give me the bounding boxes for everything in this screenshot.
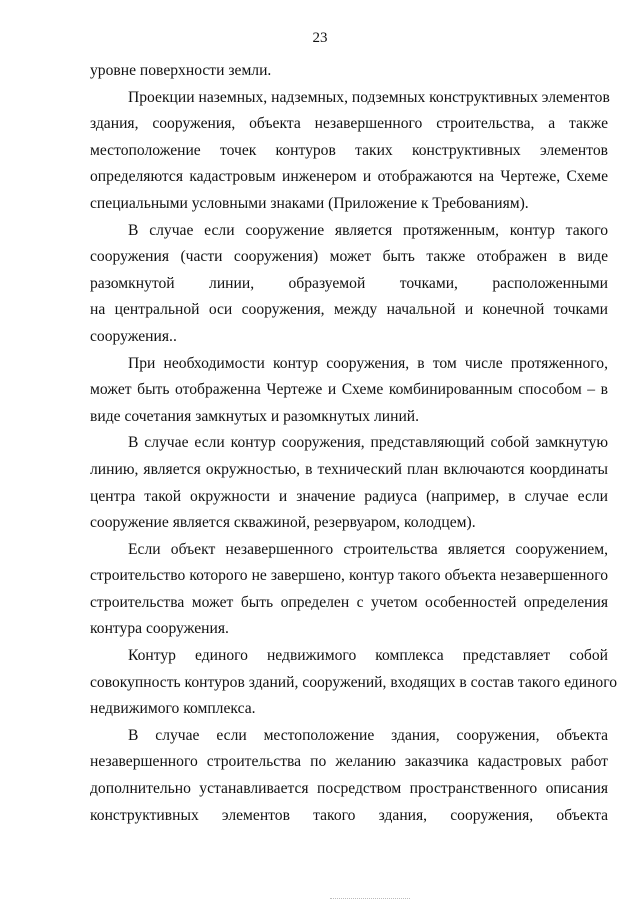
text-line: В случае если местоположение здания, сооружения, объекта [128,726,608,744]
text-line: строительство которого не завершено, контур такого объекта незавершенного [90,567,608,585]
text-line: разомкнутой линии, образуемой точками, расположенными [90,274,608,292]
text-line: конструктивных элементов такого здания, сооружения, объекта [90,806,608,824]
text-line: В случае если контур сооружения, представляющий собой замкнутую [128,434,608,452]
text-line: контура сооружения. [90,620,229,638]
text-line: При необходимости контур сооружения, в том числе протяженного, [128,354,608,372]
text-line: недвижимого комплекса. [90,700,256,718]
text-line: В случае если сооружение является протяженным, контур такого [128,221,608,239]
text-line: незавершенного строительства по желанию заказчика кадастровых работ [90,753,608,771]
page-number: 23 [312,30,328,46]
text-line: строительства может быть определен с учетом особенностей определения [90,593,608,611]
text-line: Проекции наземных, надземных, подземных конструктивных элементов [128,88,610,106]
text-line: совокупность контуров зданий, сооружений, входящих в состав такого единого [90,673,618,691]
scan-artifact-line [330,898,410,899]
text-line: может быть отображенна Чертеже и Схеме комбинированным способом – в [90,381,608,399]
text-line: Контур единого недвижимого комплекса представляет собой [128,647,608,665]
text-line: местоположение точек контуров таких конструктивных элементов [90,141,608,159]
text-line: определяются кадастровым инженером и отображаются на Чертеже, Схеме [90,168,608,186]
document-body [90,58,618,829]
text-line: центра такой окружности и значение радиуса (например, в случае если [90,487,608,505]
text-line: уровне поверхности земли. [90,62,272,79]
text-line: дополнительно устанавливается посредством пространственного описания [90,780,608,798]
text-line: специальными условными знаками (Приложение к Требованиям). [90,194,529,212]
text-line: виде сочетания замкнутых и разомкнутых линий. [90,407,420,425]
text-line: Если объект незавершенного строительства является сооружением, [128,540,608,558]
text-line: здания, сооружения, объекта незавершенного строительства, а также [90,115,608,133]
text-line: на центральной оси сооружения, между начальной и конечной точками [90,301,608,319]
text-line: сооружения.. [90,327,177,345]
text-line: сооружение является скважиной, резервуаром, колодцем). [90,514,476,532]
text-line: линию, является окружностью, в технический план включаются координаты [90,460,608,478]
text-line: сооружения (части сооружения) может быть также отображен в виде [90,248,608,266]
